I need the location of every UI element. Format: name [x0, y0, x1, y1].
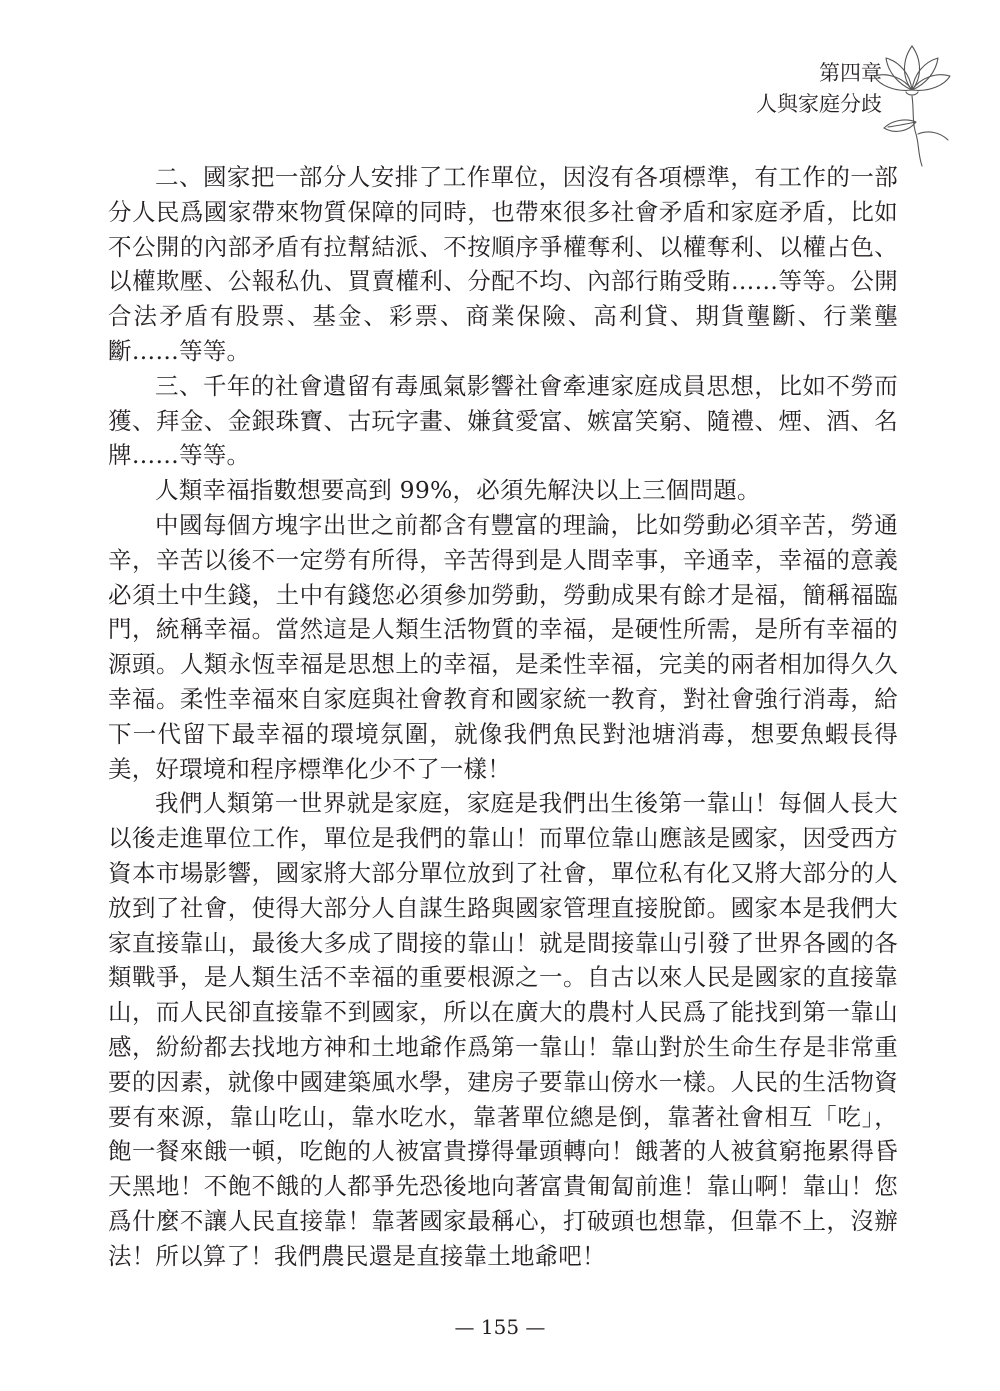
- chapter-number: 第四章: [819, 61, 882, 85]
- page-number: — 155 —: [454, 1315, 546, 1339]
- paragraph: 三、千年的社會遺留有毒風氣影響社會牽連家庭成員思想，比如不勞而獲、拜金、金銀珠寶、古玩字畫、嫌貧愛富、嫉富笑窮、隨禮、煙、酒、名牌……等等。: [108, 371, 898, 470]
- lotus-icon: [872, 38, 956, 168]
- chapter-title: 人與家庭分歧: [756, 92, 882, 116]
- body-text: [108, 160, 898, 1274]
- paragraph: 我們人類第一世界就是家庭，家庭是我們出生後第一靠山！每個人長大以後走進單位工作，單位是我們的靠山！而單位靠山應該是國家，因受西方資本市場影響，國家將大部分單位放到了社會，單位私有化又將大部分的人放到了社會，使得大部分人自謀生路與國家管理直接脫節。國家本是我們大家直接靠山，最後大多成了間接的靠山！就是間接靠山引發了世界各國的各類戰爭，是人類生活不幸福的重要根源之一。自古以來人民是國家的直接靠山，而人民卻直接靠不到國家，所以在廣大的農村人民爲了能找到第一靠山感，紛紛都去找地方神和土地爺作爲第一靠山！靠山對於生命生存是非常重要的因素，就像中國建築風水學，建房子要靠山傍水一樣。人民的生活物資要有來源，靠山吃山，靠水吃水，靠著單位總是倒，靠著社會相互「吃」，飽一餐來餓一頓，吃飽的人被富貴撐得暈頭轉向！餓著的人被貧窮拖累得昏天黑地！不飽不餓的人都爭先恐後地向著富貴匍匐前進！靠山啊！靠山！您爲什麼不讓人民直接靠！靠著國家最稱心，打破頭也想靠，但靠不上，沒辦法！所以算了！我們農民還是直接靠土地爺吧！: [108, 789, 898, 1270]
- paragraph: 中國每個方塊字出世之前都含有豐富的理論，比如勞動必須辛苦，勞通辛，辛苦以後不一定勞有所得，辛苦得到是人間幸事，辛通幸，幸福的意義必須土中生錢，土中有錢您必須參加勞動，勞動成果有餘才是福，簡稱福臨門，統稱幸福。當然這是人類生活物質的幸福，是硬性所需，是所有幸福的源頭。人類永恆幸福是思想上的幸福，是柔性幸福，完美的兩者相加得久久幸福。柔性幸福來自家庭與社會教育和國家統一教育，對社會強行消毒，給下一代留下最幸福的環境氛圍，就像我們魚民對池塘消毒，想要魚蝦長得美，好環境和程序標準化少不了一樣！: [108, 510, 898, 783]
- paragraph: 人類幸福指數想要高到 99%，必須先解決以上三個問題。: [155, 476, 761, 505]
- paragraph: 二、國家把一部分人安排了工作單位，因沒有各項標準，有工作的一部分人民爲國家帶來物質保障的同時，也帶來很多社會矛盾和家庭矛盾，比如不公開的內部矛盾有拉幫結派、不按順序爭權奪利、以權奪利、以權占色、以權欺壓、公報私仇、買賣權利、分配不均、內部行賄受賄……等等。公開合法矛盾有股票、基金、彩票、商業保險、高利貸、期貨壟斷、行業壟斷……等等。: [108, 163, 898, 365]
- running-header: [756, 58, 882, 120]
